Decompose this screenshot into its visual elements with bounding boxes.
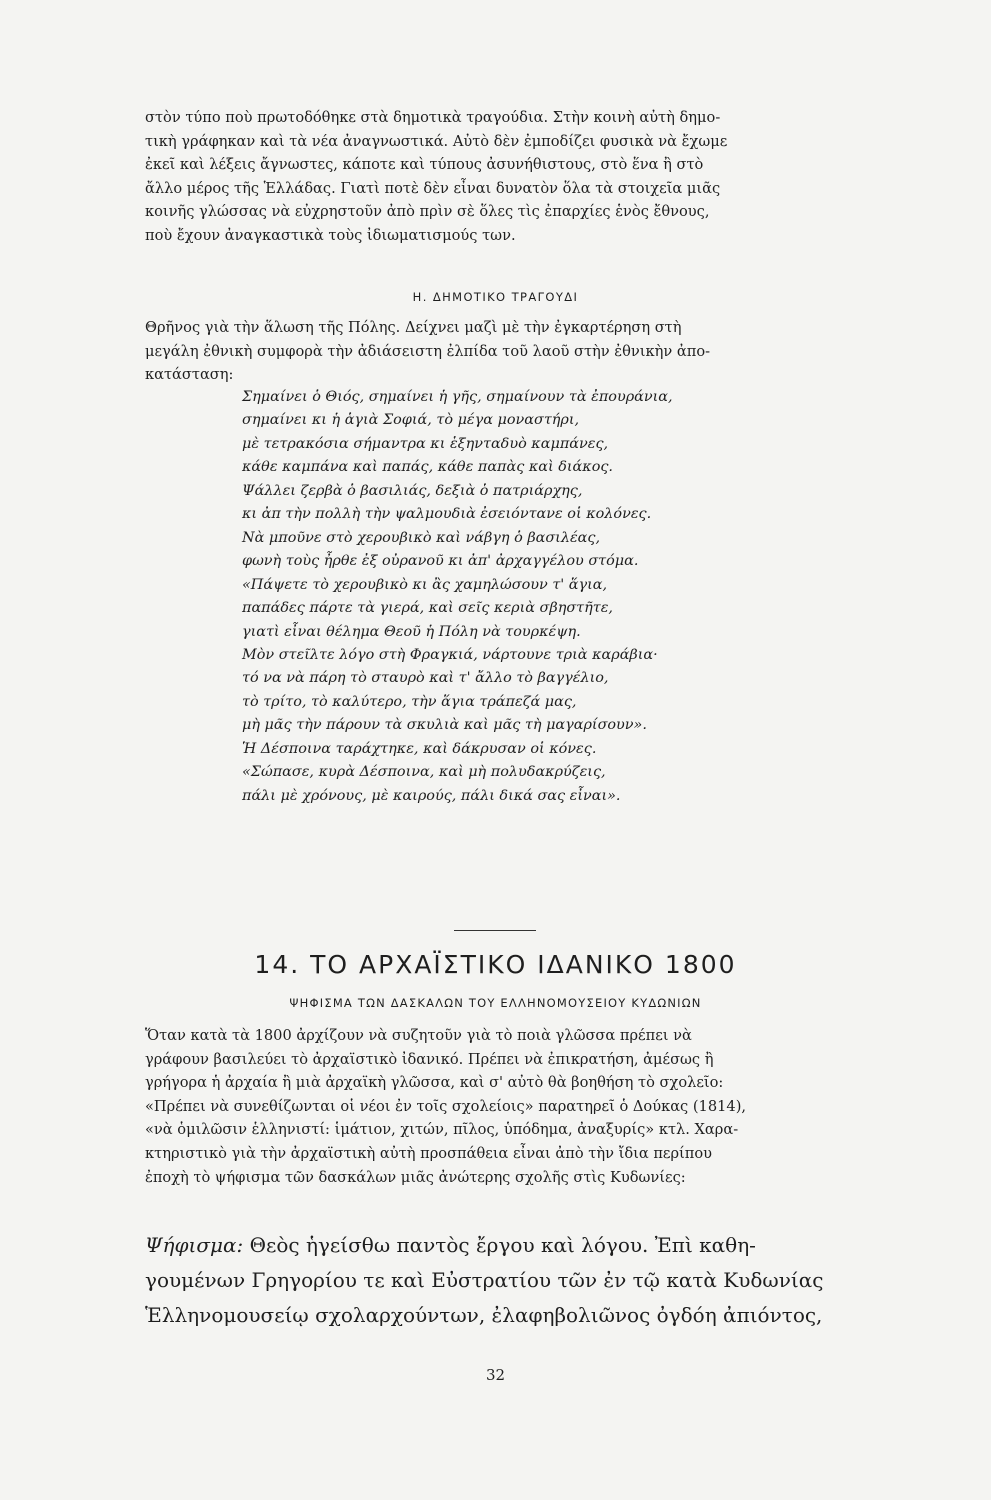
section-divider [454, 930, 536, 931]
poem-line: «Πάψετε τὸ χερουβικὸ κι ἂς χαμηλώσουν τ' ἅγια, [242, 576, 608, 593]
poem-line: γιατὶ εἶναι θέλημα Θεοῦ ἡ Πόλη νὰ τουρκέψη. [242, 623, 581, 640]
chapter-body-paragraph [145, 1024, 890, 1189]
song-intro-paragraph [145, 316, 890, 387]
page-number: 32 [485, 1366, 506, 1384]
text-line: ποὺ ἔχουν ἀναγκαστικὰ τοὺς ἰδιωματισμούς των. [145, 226, 516, 244]
poem-line: τὸ τρίτο, τὸ καλύτερο, τὴν ἅγια τράπεζά μας, [242, 693, 577, 710]
poem-line: παπάδες πάρτε τὰ γιερά, καὶ σεῖς κεριὰ σβηστῆτε, [242, 600, 613, 617]
text-line: ἐποχὴ τὸ ψήφισμα τῶν δασκάλων μιᾶς ἀνώτερης σχολῆς στὶς Κυδωνίες: [145, 1168, 686, 1186]
decree-first-line [145, 1228, 895, 1263]
text-line: Ὅταν κατὰ τὰ 1800 ἀρχίζουν νὰ συζητοῦν γιὰ τὸ ποιὰ γλῶσσα πρέπει νὰ [145, 1027, 692, 1044]
text-line: τικὴ γράφηκαν καὶ τὰ νέα ἀναγνωστικά. Αὐτὸ δὲν ἐμποδίζει φυσικὰ νὰ ἔχωμε [145, 132, 728, 150]
decree-text: Θεὸς ἡγείσθω παντὸς ἔργου καὶ λόγου. Ἐπὶ καθη- [249, 1233, 756, 1257]
decree-quote [145, 1228, 895, 1333]
decree-line: γουμένων Γρηγορίου τε καὶ Εὐστρατίου τῶν ἐν τῷ κατὰ Κυδωνίας [145, 1268, 824, 1292]
poem-line: Ψάλλει ζερβὰ ὁ βασιλιάς, δεξιὰ ὁ πατριάρχης, [242, 482, 583, 499]
poem-line: Νὰ μποῦνε στὸ χερουβικὸ καὶ νάβγη ὁ βασιλέας, [242, 529, 601, 546]
folk-song-poem [242, 386, 673, 808]
poem-line: Μὸν στεῖλτε λόγο στὴ Φραγκιά, νάρτουνε τριὰ καράβια· [242, 646, 658, 663]
poem-line: μὴ μᾶς τὴν πάρουν τὰ σκυλιὰ καὶ μᾶς τὴ μαγαρίσουν». [242, 717, 647, 734]
text-line: «νὰ ὁμιλῶσιν ἑλληνιστί: ἱμάτιον, χιτών, πῖλος, ὑπόδημα, ἀναξυρίς» κτλ. Χαρα- [145, 1121, 739, 1139]
text-line: κοινῆς γλώσσας νὰ εὐχρηστοῦν ἀπὸ πρὶν σὲ ὅλες τὶς ἐπαρχίες ἑνὸς ἔθνους, [145, 203, 710, 221]
decree-label: Ψήφισμα: [145, 1233, 244, 1257]
poem-line: κάθε καμπάνα καὶ παπάς, κάθε παπὰς καὶ διάκος. [242, 459, 614, 476]
poem-line: φωνὴ τοὺς ἦρθε ἐξ οὐρανοῦ κι ἀπ' ἀρχαγγέλου στόμα. [242, 553, 639, 570]
text-line: μεγάλη ἐθνικὴ συμφορὰ τὴν ἀδιάσειστη ἐλπίδα τοῦ λαοῦ στὴν ἐθνικὴν ἀπο- [145, 342, 711, 360]
text-line: «Πρέπει νὰ συνεθίζωνται οἱ νέοι ἐν τοῖς σχολείοις» παρατηρεῖ ὁ Δούκας (1814), [145, 1097, 747, 1115]
poem-line: τό να νὰ πάρη τὸ σταυρὸ καὶ τ' ἄλλο τὸ βαγγέλιο, [242, 670, 609, 687]
chapter-subtitle: ΨΗΦΙΣΜΑ ΤΩΝ ΔΑΣΚΑΛΩΝ ΤΟΥ ΕΛΛΗΝΟΜΟΥΣΕΙΟΥ ΚΥΔΩΝΙΩΝ [289, 996, 702, 1010]
chapter-title: 14. ΤΟ ΑΡΧΑΪΣΤΙΚΟ ΙΔΑΝΙΚΟ 1800 [254, 950, 737, 979]
text-line: στὸν τύπο ποὺ πρωτοδόθηκε στὰ δημοτικὰ τραγούδια. Στὴν κοινὴ αὐτὴ δημο- [145, 109, 721, 126]
text-line: ἐκεῖ καὶ λέξεις ἄγνωστες, κάποτε καὶ τύπους ἀσυνήθιστους, στὸ ἕνα ἢ στὸ [145, 156, 704, 174]
text-line: γρήγορα ἡ ἀρχαία ἢ μιὰ ἀρχαϊκὴ γλῶσσα, καὶ σ' αὐτὸ θὰ βοηθήση τὸ σχολεῖο: [145, 1074, 724, 1092]
poem-line: Ἡ Δέσποινα ταράχτηκε, καὶ δάκρυσαν οἱ κόνες. [242, 740, 597, 757]
intro-paragraph [145, 106, 890, 248]
poem-line: «Σώπασε, κυρὰ Δέσποινα, καὶ μὴ πολυδακρύζεις, [242, 764, 606, 781]
decree-line: Ἑλληνομουσείῳ σχολαρχούντων, ἐλαφηβολιῶνος ὀγδόη ἀπιόντος, [145, 1303, 823, 1327]
poem-line: μὲ τετρακόσια σήμαντρα κι ἑξηνταδυὸ καμπάνες, [242, 435, 609, 452]
section-heading: Η. ΔΗΜΟΤΙΚΟ ΤΡΑΓΟΥΔΙ [412, 290, 579, 304]
poem-line: Σημαίνει ὁ Θιός, σημαίνει ἡ γῆς, σημαίνουν τὰ ἐπουράνια, [242, 389, 673, 405]
text-line: κτηριστικὸ γιὰ τὴν ἀρχαϊστικὴ αὐτὴ προσπάθεια εἶναι ἀπὸ τὴν ἴδια περίπου [145, 1144, 713, 1162]
text-line: γράφουν βασιλεύει τὸ ἀρχαϊστικὸ ἰδανικό. Πρέπει νὰ ἐπικρατήση, ἀμέσως ἢ [145, 1050, 714, 1068]
poem-line: σημαίνει κι ἡ ἁγιὰ Σοφιά, τὸ μέγα μοναστήρι, [242, 412, 580, 429]
text-line: ἄλλο μέρος τῆς Ἑλλάδας. Γιατὶ ποτὲ δὲν εἶναι δυνατὸν ὅλα τὰ στοιχεῖα μιᾶς [145, 179, 721, 197]
poem-line: πάλι μὲ χρόνους, μὲ καιρούς, πάλι δικά σας εἶναι». [242, 787, 621, 804]
poem-line: κι ἀπ τὴν πολλὴ τὴν ψαλμουδιὰ ἐσειόντανε οἱ κολόνες. [242, 506, 652, 523]
text-line: κατάσταση: [145, 366, 234, 384]
text-line: Θρῆνος γιὰ τὴν ἅλωση τῆς Πόλης. Δείχνει μαζὶ μὲ τὴν ἐγκαρτέρηση στὴ [145, 319, 682, 336]
